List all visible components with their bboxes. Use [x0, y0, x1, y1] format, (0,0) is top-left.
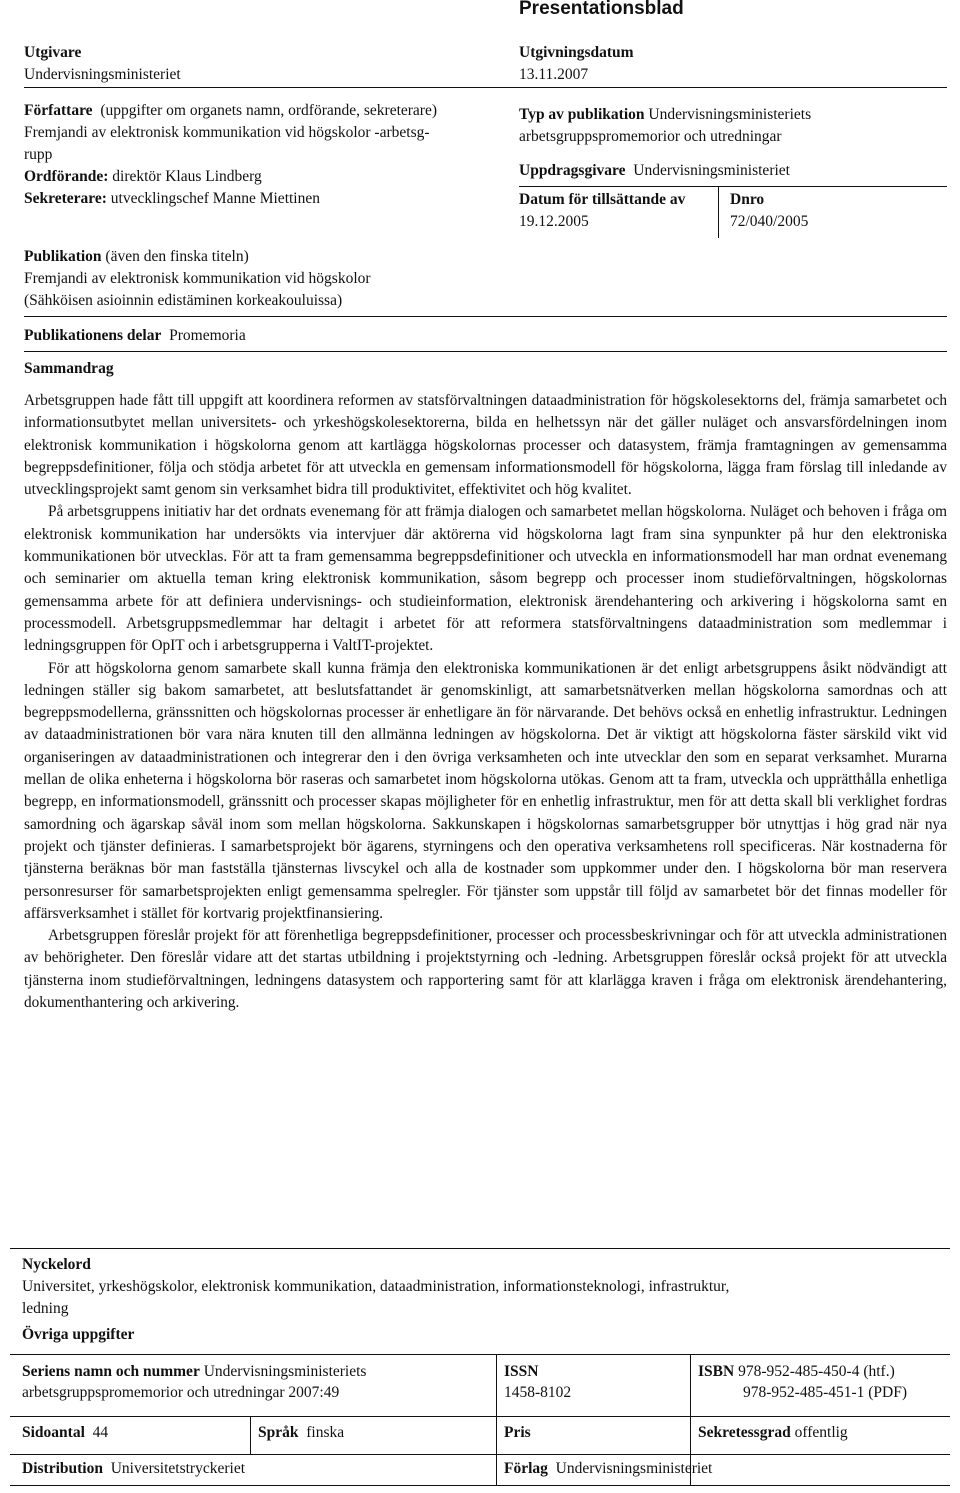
distribution-value: Universitetstryckeriet: [110, 1460, 246, 1477]
summary-paragraph-4: Arbetsgruppen föreslår projekt för att förenhetliga begreppsdefinitioner, processer och processbeskrivningar och för att utveckla administrationen av behörigheter. Den föreslår vidare att det startas utbildning i projektstyrning och -ledning. Arbetsgruppen föreslår också projekt för att utveckla tjänsterna inom studieförvaltningen, ledningens datasystem och rapportering samt för att klarlägga kraven i fråga om elektronisk ärendehantering, dokumenthantering och arkivering.: [24, 927, 947, 1012]
series-cell: [22, 1361, 492, 1403]
series-value-1: Undervisningsministeriets: [203, 1363, 367, 1380]
publication-note: (även den finska titeln): [105, 248, 249, 265]
publication-date-label: Utgivningsdatum: [519, 44, 634, 61]
commissioner-label: Uppdragsgivare: [519, 162, 626, 179]
dnro-value: 72/040/2005: [730, 213, 809, 230]
publication-title-2: (Sähköisen asioinnin edistäminen korkeakouluissa): [24, 292, 343, 309]
keywords-label: Nyckelord: [22, 1256, 91, 1273]
publication-heading: [24, 246, 624, 268]
summary-paragraph-3: För att högskolorna genom samarbete skall kunna främja den elektroniska kommunikationen är det enligt arbetsgruppens åsikt nödvändigt att ledningen ställer sig bakom samarbetet, att beslutsfattandet är genomskinligt, att samarbetsnätverken mellan högskolorna samordnas och att begreppsmodellerna, gränssnitten och högskolornas processer är enhetligare än för närvarande. Det behövs också en enhetlig infrastruktur. Ledningen av dataadministrationen bör vara nära knuten till den allmänna ledningen av högskolorna. Det är viktigt att högskolorna fäster särskild vikt vid organiseringen av dataadministrationen och integrerar den i den övriga verksamheten och inte utvecklar den som en separat verksamhet. Murarna mellan de olika enheterna i högskolorna bör raseras och samarbetet inom högskolorna utökas. Genom att ta fram, utveckla och upprätthålla enhetliga begrepp, en informationsmodell, gränssnitt och processer skapas möjligheter för en enhetlig infrastruktur, men för att detta skall bli verklighet fordras samordning och ägarskap såväl inom som mellan högskolorna. Sakkunskapen i högskolornas samarbetsgrupper bör utnyttjas i hög grad när nya projekt och tjänster definieras. I samarbetsprojekt bör ägarens, styrningens och den operativa verksamhetens roll specificeras. När kostnaderna för tjänsterna beräknas bör man fastställa tjänsternas livscykel och alla de kostnader som uppkommer under den. I högskolorna bör man reservera personresurser för samarbetsprojekten enligt gemensamma spelregler. För tjänster som uppstår till följd av samarbetet bör det finnas modeller för affärsverksamhet i stället för kortvarig projektfinansiering.: [24, 659, 947, 922]
pubtype-label: Typ av publikation: [519, 106, 645, 123]
header-divider: [24, 87, 947, 88]
pubtype-value-1: Undervisningsministeriets: [648, 106, 812, 123]
authors-heading: [24, 100, 504, 122]
distribution-cell: [22, 1458, 245, 1479]
language-value: finska: [306, 1424, 345, 1441]
price-label: Pris: [504, 1424, 531, 1441]
series-label: Seriens namn och nummer: [22, 1363, 200, 1380]
footer-publisher-label: Förlag: [504, 1460, 548, 1477]
summary-paragraph-2: På arbetsgruppens initiativ har det ordnats evenemang för att främja dialogen och samarbetet mellan högskolorna. Nuläget och behoven i fråga om elektronisk kommunikation har undersökts via intervjuer där aktörerna vid högskolorna lagt fram sina synpunkter på hur den elektroniska kommunikationen bör utvecklas. För att ta fram gemensamma begreppsdefinitioner och utveckla en informationsmodell har man ordnat evenemang och seminarier om aktuella teman kring elektronisk kommunikation, såsom begrepp och processer inom studieförvaltningen, högskolornas gemensamma arbete för att definiera undervisnings- och studieinformation, elektronisk ärendehantering och arkivering i högskolorna samt en processmodell. Arbetsgruppsmedlemmar har deltagit i arbetet för att reformera statsförvaltningens dataadministration som medlemmar i ledningsgruppen för OpIT och i arbetsgrupperna i ValtIT-projektet.: [24, 503, 947, 655]
secretary-line: [24, 188, 504, 210]
row3-divider: [10, 1454, 950, 1455]
language-cell: [258, 1422, 344, 1443]
appointed-value: 19.12.2005: [519, 213, 589, 230]
page-title: Presentationsblad: [519, 0, 684, 19]
isbn-label: ISBN: [698, 1363, 735, 1380]
commissioner-line: [519, 160, 790, 182]
chair-label: Ordförande:: [24, 168, 109, 185]
issn-value: 1458-8102: [504, 1384, 572, 1401]
commissioner-value: Undervisningsministeriet: [633, 162, 790, 179]
footer-top-divider: [10, 1248, 950, 1249]
issn-label: ISSN: [504, 1363, 539, 1380]
secretary-value: utvecklingschef Manne Miettinen: [110, 190, 320, 207]
pages-label: Sidoantal: [22, 1424, 85, 1441]
keywords-block: [22, 1254, 922, 1320]
language-label: Språk: [258, 1424, 299, 1441]
pubtype-line1: [519, 104, 949, 126]
parts-value: Promemoria: [169, 327, 246, 344]
isbn-line1: [698, 1361, 948, 1382]
keywords-line1: Universitet, yrkeshögskolor, elektronisk kommunikation, dataadministration, informationsteknologi, infrastruktur,: [22, 1278, 730, 1295]
pubtype-block: [519, 104, 949, 148]
parts-line: [24, 325, 246, 347]
publication-block: [24, 246, 624, 312]
secrecy-value: offentlig: [794, 1424, 848, 1441]
publication-date-value: 13.11.2007: [519, 66, 589, 83]
publication-label: Publikation: [24, 248, 102, 265]
pubtype-value-2: arbetsgruppspromemorior och utredningar: [519, 128, 782, 145]
footer-publisher-value: Undervisningsministeriet: [555, 1460, 713, 1477]
authors-line1: Fremjandi av elektronisk kommunikation vid högskolor -arbetsg-: [24, 124, 430, 141]
pages-language-divider: [250, 1416, 251, 1454]
other-info-divider: [10, 1354, 950, 1355]
authors-label: Författare: [24, 102, 93, 119]
authors-block: [24, 100, 504, 210]
keywords-line2: ledning: [22, 1300, 69, 1317]
pages-value: 44: [92, 1424, 109, 1441]
secrecy-label: Sekretessgrad: [698, 1424, 791, 1441]
publisher-label: Utgivare: [24, 44, 82, 61]
summary-text: [24, 390, 947, 1014]
appointed-label: Datum för tillsättande av: [519, 191, 686, 208]
publication-title-1: Fremjandi av elektronisk kommunikation vid högskolor: [24, 270, 371, 287]
distribution-label: Distribution: [22, 1460, 103, 1477]
dnro-label: Dnro: [730, 191, 765, 208]
isbn-value-1: 978-952-485-450-4 (htf.): [738, 1363, 895, 1380]
pages-cell: [22, 1422, 108, 1443]
footer-bottom-divider: [10, 1485, 950, 1486]
authors-line2: rupp: [24, 146, 53, 163]
series-line1: [22, 1361, 492, 1382]
secretary-label: Sekreterare:: [24, 190, 107, 207]
dnro-divider: [718, 186, 719, 238]
authors-note: (uppgifter om organets namn, ordförande, sekreterare): [100, 102, 438, 119]
parts-label: Publikationens delar: [24, 327, 162, 344]
issn-cell: [504, 1361, 571, 1403]
summary-paragraph-1: Arbetsgruppen hade fått till uppgift att koordinera reformen av statsförvaltningen dataadministration för högskolesektorns del, främja samarbetet och informationsutbytet mellan universitets- och yrkeshögskolesektorerna, bilda en helhetssyn när det gäller nuläget och ansvarsfördelningen inom elektronisk kommunikation i högskolorna genom att kartlägga högskolornas processer och datasystem, främja framtagningen av gemensamma begreppsdefinitioner, följa och stödja arbetet för att utveckla en gemensam informationsmodell för högskolorna, lägga fram förslag till inledande av utvecklingsprojekt samt genom sin verksamhet bidra till produktivitet, effektivitet och hög kvalitet.: [24, 392, 947, 499]
isbn-value-2: 978-952-485-451-1 (PDF): [743, 1384, 908, 1401]
chair-line: [24, 166, 504, 188]
chair-value: direktör Klaus Lindberg: [112, 168, 262, 185]
isbn-cell: [698, 1361, 948, 1403]
publisher-value: Undervisningsministeriet: [24, 66, 181, 83]
secrecy-cell: [698, 1422, 848, 1443]
summary-label: Sammandrag: [24, 360, 114, 377]
series-value-2: arbetsgruppspromemorior och utredningar 2007:49: [22, 1384, 340, 1401]
footer-publisher-cell: [504, 1458, 712, 1479]
row2-divider: [10, 1416, 950, 1417]
publication-divider: [24, 316, 947, 317]
meta-divider: [519, 186, 947, 187]
other-info-label: Övriga uppgifter: [22, 1326, 135, 1343]
parts-divider: [24, 351, 947, 352]
series-issn-divider: [496, 1354, 497, 1485]
